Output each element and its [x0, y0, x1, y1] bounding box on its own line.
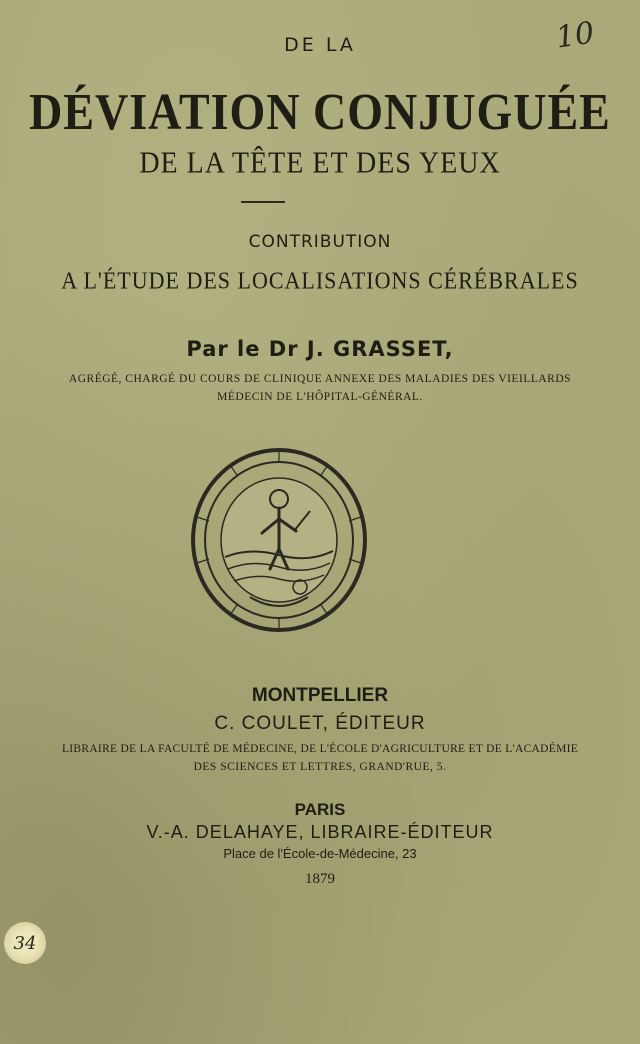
title-prefix: DE LA [284, 34, 356, 56]
contribution-label: CONTRIBUTION [248, 232, 392, 252]
publisher-affiliation-line-2: DES SCIENCES ET LETTRES, GRAND'RUE, 5. [193, 761, 447, 773]
author-byline: Par le Dr J. GRASSET, [186, 337, 454, 361]
publisher-emblem-icon [190, 447, 368, 633]
publication-year: 1879 [305, 871, 335, 887]
sub-title: DE LA TÊTE ET DES YEUX [139, 146, 501, 181]
handwritten-shelf-mark: 10 [553, 15, 597, 56]
main-title: DÉVIATION CONJUGUÉE [29, 83, 611, 141]
imprint-publisher: C. COULET, ÉDITEUR [214, 713, 426, 734]
publisher-affiliation-line-1: LIBRAIRE DE LA FACULTÉ DE MÉDECINE, DE L'ÉCOLE D'AGRICULTURE ET DE L'ACADÉMIE [61, 743, 579, 755]
study-subject: A L'ÉTUDE DES LOCALISATIONS CÉRÉBRALES [61, 266, 579, 294]
title-divider [241, 201, 285, 203]
publisher-address: Place de l'École-de-Médecine, 23 [223, 846, 417, 861]
author-credentials-line-2: MÉDECIN DE L'HÔPITAL-GÉNÉRAL. [217, 391, 423, 403]
imprint-publisher-paris: V.-A. DELAHAYE, LIBRAIRE-ÉDITEUR [146, 822, 494, 842]
imprint-city-paris: PARIS [294, 800, 346, 819]
author-credentials-line-1: AGRÉGÉ, CHARGÉ DU COURS DE CLINIQUE ANNEXE DES MALADIES DES VIEILLARDS [68, 373, 572, 385]
library-stamp [4, 922, 46, 964]
imprint-city: MONTPELLIER [251, 685, 389, 706]
library-stamp-number: 34 [13, 932, 37, 954]
